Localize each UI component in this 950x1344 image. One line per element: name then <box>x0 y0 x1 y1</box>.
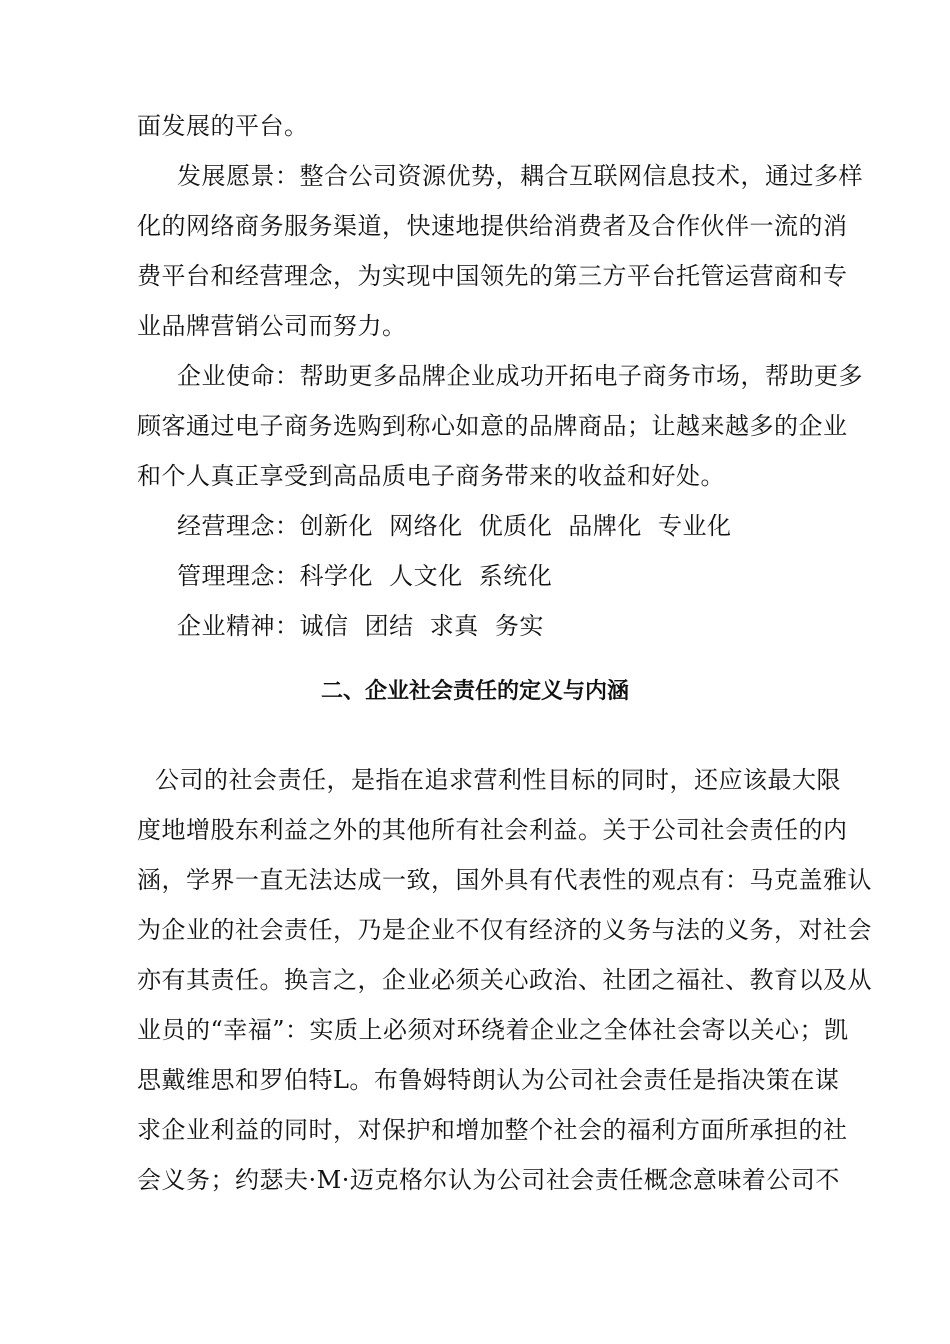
paragraph-line: 亦有其责任。换言之，企业必须关心政治、社团之福社、教育以及从 <box>137 966 872 994</box>
paragraph-line: 公司的社会责任，是指在追求营利性目标的同时，还应该最大限 <box>155 766 841 794</box>
paragraph-line: 和个人真正享受到高品质电子商务带来的收益和好处。 <box>137 462 725 490</box>
paragraph-line: 费平台和经营理念，为实现中国领先的第三方平台托管运营商和专 <box>137 262 848 290</box>
enterprise-spirit-line: 企业精神：诚信 团结 求真 务实 <box>177 612 544 640</box>
paragraph-line: 会义务；约瑟夫·M·迈克格尔认为公司社会责任概念意味着公司不 <box>137 1166 840 1194</box>
paragraph-line: 顾客通过电子商务选购到称心如意的品牌商品；让越来越多的企业 <box>137 412 848 440</box>
business-philosophy-line: 经营理念：创新化 网络化 优质化 品牌化 专业化 <box>177 512 732 540</box>
paragraph-line: 业品牌营销公司而努力。 <box>137 312 407 340</box>
paragraph-line: 涵，学界一直无法达成一致，国外具有代表性的观点有：马克盖雅认 <box>137 866 872 894</box>
section-heading: 二、企业社会责任的定义与内涵 <box>320 679 629 704</box>
management-philosophy-line: 管理理念：科学化 人文化 系统化 <box>177 562 553 590</box>
paragraph-line: 求企业利益的同时，对保护和增加整个社会的福利方面所承担的社 <box>137 1116 848 1144</box>
paragraph-line: 为企业的社会责任，乃是企业不仅有经济的义务与法的义务，对社会 <box>137 916 872 944</box>
paragraph-line: 度地增股东利益之外的其他所有社会利益。关于公司社会责任的内 <box>137 816 848 844</box>
paragraph-line: 思戴维思和罗伯特L。布鲁姆特朗认为公司社会责任是指决策在谋 <box>137 1066 840 1094</box>
paragraph-line: 发展愿景：整合公司资源优势，耦合互联网信息技术，通过多样 <box>177 162 863 190</box>
paragraph-line: 化的网络商务服务渠道，快速地提供给消费者及合作伙伴一流的消 <box>137 212 848 240</box>
paragraph-line: 企业使命：帮助更多品牌企业成功开拓电子商务市场，帮助更多 <box>177 362 863 390</box>
paragraph-line: 面发展的平台。 <box>137 112 309 140</box>
paragraph-line: 业员的“幸福”：实质上必须对环绕着企业之全体社会寄以关心；凯 <box>137 1016 849 1044</box>
